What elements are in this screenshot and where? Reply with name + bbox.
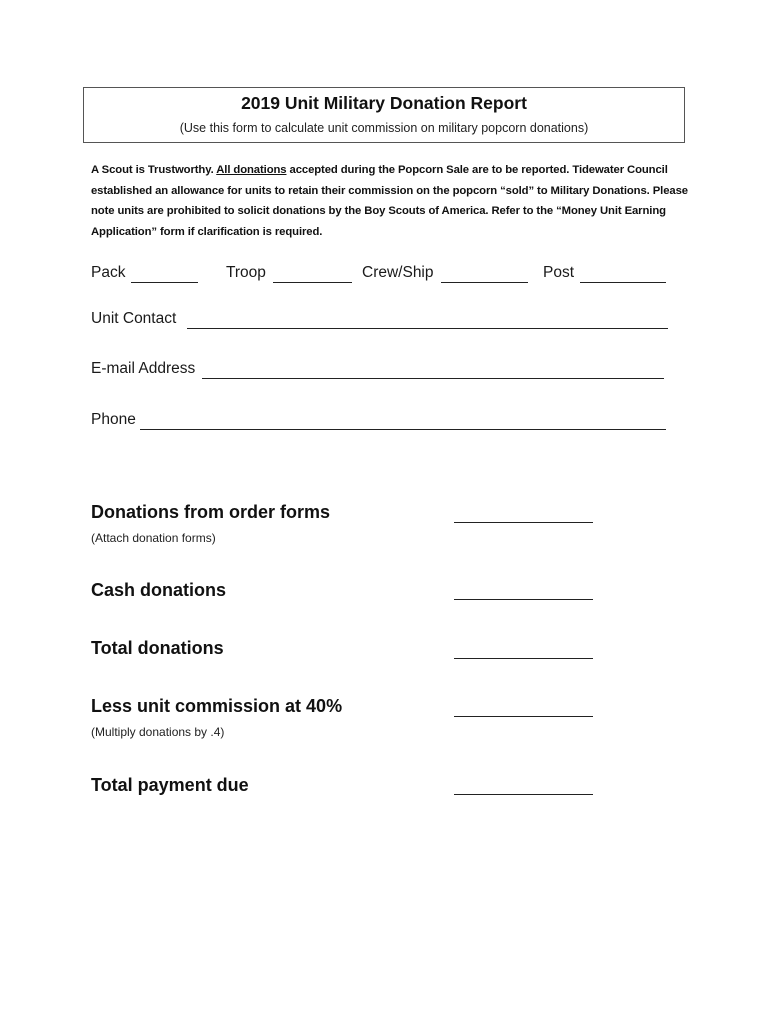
report-title: 2019 Unit Military Donation Report bbox=[241, 93, 527, 113]
troop-label: Troop bbox=[226, 264, 266, 281]
phone-label: Phone bbox=[91, 411, 136, 428]
report-subtitle: (Use this form to calculate unit commission on military popcorn donations) bbox=[179, 121, 589, 135]
crew-ship-field[interactable] bbox=[441, 282, 528, 283]
unit-contact-field[interactable] bbox=[187, 328, 668, 329]
pack-field[interactable] bbox=[131, 282, 198, 283]
crew-ship-label: Crew/Ship bbox=[362, 264, 434, 281]
cash-donations-label: Cash donations bbox=[91, 580, 227, 600]
order-forms-note: (Attach donation forms) bbox=[91, 531, 216, 545]
total-payment-label: Total payment due bbox=[91, 775, 249, 795]
commission-amount-field[interactable] bbox=[454, 716, 593, 717]
cash-donations-amount-field[interactable] bbox=[454, 599, 593, 600]
phone-field[interactable] bbox=[140, 429, 666, 430]
total-donations-label: Total donations bbox=[91, 638, 224, 658]
total-payment-amount-field[interactable] bbox=[454, 794, 593, 795]
post-label: Post bbox=[543, 264, 575, 281]
commission-label: Less unit commission at 40% bbox=[91, 696, 343, 716]
header-box bbox=[83, 87, 685, 143]
unit-contact-label: Unit Contact bbox=[91, 310, 177, 327]
email-label: E-mail Address bbox=[91, 360, 196, 377]
troop-field[interactable] bbox=[273, 282, 352, 283]
email-field[interactable] bbox=[202, 378, 664, 379]
post-field[interactable] bbox=[580, 282, 666, 283]
total-donations-amount-field[interactable] bbox=[454, 658, 593, 659]
order-forms-amount-field[interactable] bbox=[454, 522, 593, 523]
intro-underlined-text: All donations bbox=[216, 164, 287, 176]
intro-text-start: A Scout is Trustworthy. bbox=[91, 164, 217, 176]
commission-note: (Multiply donations by .4) bbox=[91, 725, 225, 739]
order-forms-label: Donations from order forms bbox=[91, 502, 331, 522]
intro-paragraph bbox=[91, 160, 691, 242]
pack-label: Pack bbox=[91, 264, 126, 281]
intro-text-end: accepted during the Popcorn Sale are to be reported. Tidewater Council established an allowance for units to retain their commission on the popcorn “sold” to Military Donations. Please note units are prohibited to solicit donations by the Boy Scouts of America. Refer to the “Money Unit Earning Application” form if clarification is required. bbox=[91, 164, 688, 238]
